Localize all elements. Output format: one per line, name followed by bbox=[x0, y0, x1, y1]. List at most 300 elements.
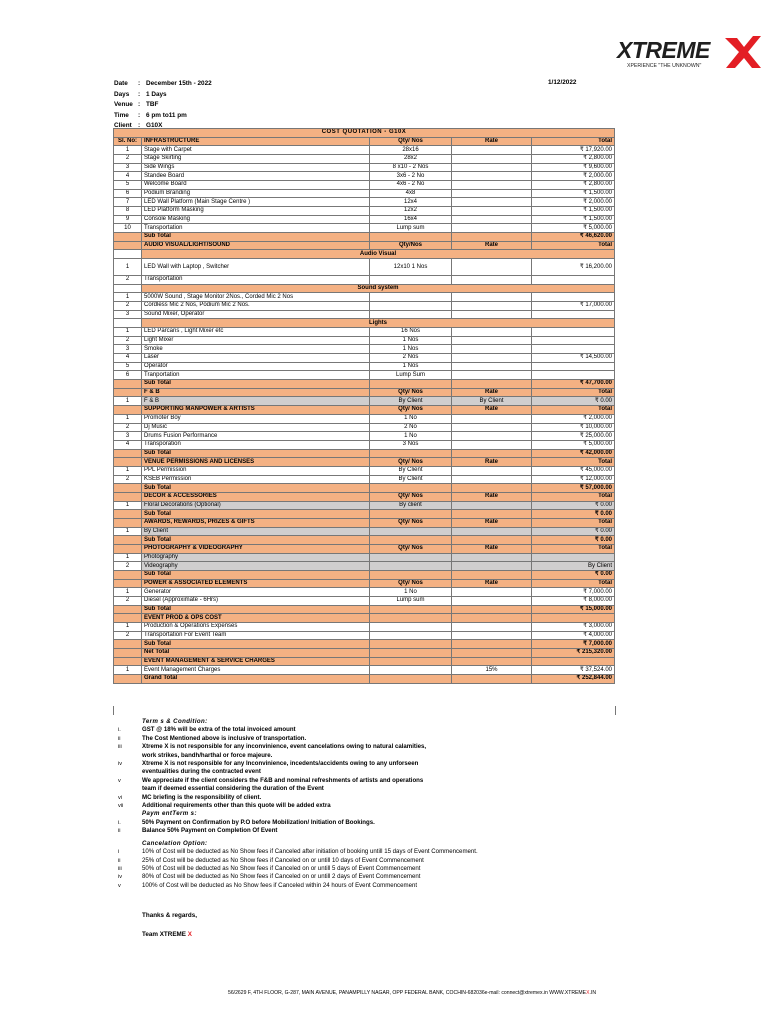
row-number: 1 bbox=[114, 293, 142, 302]
item-total: ₹ 2,000.00 bbox=[532, 414, 615, 423]
item-rate bbox=[452, 293, 532, 302]
subtotal-row bbox=[114, 449, 615, 458]
item-total bbox=[532, 276, 615, 285]
team-signature bbox=[142, 931, 192, 938]
meta-key: Time bbox=[114, 111, 129, 119]
item-total: Total bbox=[532, 518, 615, 527]
item-text: Balance 50% Payment on Completion Of Event bbox=[142, 827, 278, 835]
item-rate bbox=[452, 631, 532, 640]
meta-row bbox=[114, 79, 212, 90]
row-number: 1 bbox=[114, 588, 142, 597]
item-numeral: i. bbox=[118, 819, 121, 826]
item-rate: Rate bbox=[452, 492, 532, 501]
item-text: eventualities during the contracted event bbox=[142, 768, 261, 776]
item-numeral: v bbox=[118, 882, 121, 889]
item-qty: 12x2 bbox=[370, 207, 452, 216]
item-text: 80% of Cost will be deducted as No Show fees if Canceled on or untill 2 days of Event Commencement bbox=[142, 873, 421, 881]
item-qty bbox=[370, 562, 452, 571]
item-description: LED Wall Platform (Main Stage Centre ) bbox=[142, 198, 370, 207]
row-number: 1 bbox=[114, 666, 142, 675]
item-description: 5000W Sound , Stage Monitor 2Nos., Corded Mic 2 Nos bbox=[142, 293, 370, 302]
item-rate bbox=[452, 181, 532, 190]
table-row bbox=[114, 310, 615, 319]
table-row bbox=[114, 475, 615, 484]
item-qty bbox=[370, 380, 452, 389]
item-description: Stage Skirting bbox=[142, 155, 370, 164]
item-total: ₹ 1,500.00 bbox=[532, 207, 615, 216]
item-description: Tranportation bbox=[142, 371, 370, 380]
item-qty: Lump Sum bbox=[370, 371, 452, 380]
table-title-row bbox=[114, 129, 615, 138]
item-rate bbox=[452, 674, 532, 683]
item-qty: 12x4 bbox=[370, 198, 452, 207]
footer-x: X bbox=[586, 990, 590, 996]
row-number: 4 bbox=[114, 172, 142, 181]
item-description: Stage with Carpet bbox=[142, 146, 370, 155]
item-total: ₹ 0.00 bbox=[532, 501, 615, 510]
row-number: 4 bbox=[114, 354, 142, 363]
terms-item bbox=[118, 760, 588, 768]
item-total: ₹ 7,000.00 bbox=[532, 588, 615, 597]
item-rate bbox=[452, 432, 532, 441]
row-number bbox=[114, 484, 142, 493]
row-number bbox=[114, 657, 142, 666]
item-numeral: iv bbox=[118, 874, 123, 881]
item-total: Total bbox=[532, 137, 615, 146]
subsection-heading-row bbox=[114, 319, 615, 328]
item-description: Sub Total bbox=[142, 380, 370, 389]
item-rate bbox=[452, 640, 532, 649]
team-name-x: X bbox=[187, 931, 192, 938]
item-qty: Qty/ Nos bbox=[370, 518, 452, 527]
item-rate bbox=[452, 336, 532, 345]
item-rate bbox=[452, 510, 532, 519]
item-description: Photography bbox=[142, 553, 370, 562]
item-rate: 15% bbox=[452, 666, 532, 675]
item-text: work strikes, bandh/harthal or force majeure. bbox=[142, 751, 273, 759]
item-rate bbox=[452, 596, 532, 605]
item-description: Podium Branding bbox=[142, 189, 370, 198]
row-number bbox=[114, 674, 142, 683]
row-number: 2 bbox=[114, 302, 142, 311]
item-text: 10% of Cost will be deducted as No Show fees if Canceled after initiation of booking untill 15 days of Event Commencement. bbox=[142, 848, 478, 856]
item-total: Total bbox=[532, 492, 615, 501]
table-title: COST QUOTATION - G10X bbox=[114, 129, 615, 138]
row-number: 7 bbox=[114, 198, 142, 207]
item-total: ₹ 37,524.00 bbox=[532, 666, 615, 675]
item-total: ₹ 2,000.00 bbox=[532, 198, 615, 207]
terms-item bbox=[118, 752, 588, 760]
subtotal-row bbox=[114, 648, 615, 657]
row-number bbox=[114, 380, 142, 389]
item-rate: Rate bbox=[452, 544, 532, 553]
row-number: 1 bbox=[114, 414, 142, 423]
item-qty: Qty/ Nos bbox=[370, 492, 452, 501]
item-total: Total bbox=[532, 579, 615, 588]
item-text: GST @ 18% will be extra of the total invoiced amount bbox=[142, 726, 296, 734]
item-qty: 4x6 - 2 No bbox=[370, 181, 452, 190]
meta-key: Days bbox=[114, 90, 130, 98]
item-description: Sub Total bbox=[142, 449, 370, 458]
item-rate bbox=[452, 302, 532, 311]
item-qty bbox=[370, 302, 452, 311]
item-rate bbox=[452, 224, 532, 233]
row-number bbox=[114, 544, 142, 553]
item-qty bbox=[370, 449, 452, 458]
item-rate bbox=[452, 466, 532, 475]
item-rate bbox=[452, 189, 532, 198]
item-rate bbox=[452, 527, 532, 536]
item-total bbox=[532, 310, 615, 319]
item-qty bbox=[370, 510, 452, 519]
item-qty bbox=[370, 570, 452, 579]
item-text: 25% of Cost will be deducted as No Show fees if Canceled on or untill 10 days of Event Commencement bbox=[142, 856, 424, 864]
item-numeral: v bbox=[118, 777, 121, 784]
item-numeral bbox=[118, 785, 142, 793]
item-numeral bbox=[118, 768, 142, 776]
item-rate bbox=[452, 198, 532, 207]
row-number: 2 bbox=[114, 276, 142, 285]
meta-key: Date bbox=[114, 80, 128, 87]
item-description: Production & Operations Expenses bbox=[142, 622, 370, 631]
item-rate bbox=[452, 215, 532, 224]
item-description: Laser bbox=[142, 354, 370, 363]
terms-item bbox=[118, 785, 588, 793]
item-rate bbox=[452, 657, 532, 666]
item-description: VENUE PERMISSIONS AND LICENSES bbox=[142, 458, 370, 467]
item-description: Light Mixer bbox=[142, 336, 370, 345]
table-row bbox=[114, 345, 615, 354]
item-description: Transportation bbox=[142, 276, 370, 285]
item-qty: By client bbox=[370, 501, 452, 510]
section-header-row bbox=[114, 657, 615, 666]
item-rate bbox=[452, 146, 532, 155]
item-rate bbox=[452, 380, 532, 389]
item-total: ₹ 2,000.00 bbox=[532, 172, 615, 181]
item-description: Sound Mixer, Operator bbox=[142, 310, 370, 319]
item-text: MC briefing is the responsibility of client. bbox=[142, 793, 262, 801]
item-total: ₹ 47,700.00 bbox=[532, 380, 615, 389]
item-qty bbox=[370, 553, 452, 562]
item-description: EVENT PROD & OPS COST bbox=[142, 614, 370, 623]
item-qty: 1 No bbox=[370, 432, 452, 441]
item-description: Event Management Charges bbox=[142, 666, 370, 675]
table-row bbox=[114, 596, 615, 605]
table-row bbox=[114, 362, 615, 371]
row-number: 3 bbox=[114, 310, 142, 319]
section-header-row bbox=[114, 388, 615, 397]
table-row bbox=[114, 155, 615, 164]
table-row bbox=[114, 527, 615, 536]
row-number: 1 bbox=[114, 622, 142, 631]
row-number: 2 bbox=[114, 562, 142, 571]
item-qty: 1 Nos bbox=[370, 336, 452, 345]
item-description: Side Wings bbox=[142, 163, 370, 172]
item-rate bbox=[452, 328, 532, 337]
item-description: F & B bbox=[142, 397, 370, 406]
item-total: ₹ 10,000.00 bbox=[532, 423, 615, 432]
item-total: ₹ 3,000.00 bbox=[532, 622, 615, 631]
meta-value: December 15th - 2022 bbox=[146, 80, 212, 87]
item-rate bbox=[452, 605, 532, 614]
item-description: Console Masking bbox=[142, 215, 370, 224]
item-rate bbox=[452, 423, 532, 432]
item-rate bbox=[452, 310, 532, 319]
terms-item bbox=[118, 768, 588, 776]
item-text: team if deemed essential considering the duration of the Event bbox=[142, 785, 324, 793]
item-description: By Client bbox=[142, 527, 370, 536]
table-row bbox=[114, 397, 615, 406]
row-number: 3 bbox=[114, 163, 142, 172]
item-total: ₹ 42,000.00 bbox=[532, 449, 615, 458]
item-qty: 28x16 bbox=[370, 146, 452, 155]
event-details bbox=[114, 79, 212, 132]
item-rate bbox=[452, 440, 532, 449]
item-description: Sub Total bbox=[142, 640, 370, 649]
table-row bbox=[114, 328, 615, 337]
table-row bbox=[114, 207, 615, 216]
item-total: ₹ 5,000.00 bbox=[532, 440, 615, 449]
row-number: 2 bbox=[114, 155, 142, 164]
item-description: Net Total bbox=[142, 648, 370, 657]
item-qty: Qty/ Nos bbox=[370, 544, 452, 553]
item-total: ₹ 57,000.00 bbox=[532, 484, 615, 493]
quotation-date: 1/12/2022 bbox=[548, 79, 577, 86]
item-description: Sub Total bbox=[142, 233, 370, 242]
row-number: 5 bbox=[114, 362, 142, 371]
item-description: Sub Total bbox=[142, 605, 370, 614]
payment-terms-heading: Paym entTerm s: bbox=[142, 810, 197, 818]
item-total: ₹ 0.00 bbox=[532, 536, 615, 545]
item-total: ₹ 0.00 bbox=[532, 510, 615, 519]
item-description: Cordless Mic 2 Nos, Podium Mic 2 Nos. bbox=[142, 302, 370, 311]
item-numeral: ii bbox=[118, 857, 121, 864]
item-total: By Client bbox=[532, 562, 615, 571]
item-total: ₹ 252,844.00 bbox=[532, 674, 615, 683]
terms-section bbox=[118, 718, 588, 890]
item-total: ₹ 2,800.00 bbox=[532, 155, 615, 164]
item-total: ₹ 2,800.00 bbox=[532, 181, 615, 190]
subtotal-row bbox=[114, 640, 615, 649]
meta-colon: : bbox=[138, 80, 141, 87]
item-qty bbox=[370, 310, 452, 319]
row-number: 9 bbox=[114, 215, 142, 224]
item-qty bbox=[370, 674, 452, 683]
terms-item bbox=[118, 777, 588, 785]
cost-quotation-table bbox=[113, 128, 615, 684]
item-total: ₹ 15,000.00 bbox=[532, 605, 615, 614]
item-description: Operator bbox=[142, 362, 370, 371]
item-description: EVENT MANAGEMENT & SERVICE CHARGES bbox=[142, 657, 370, 666]
row-number: 2 bbox=[114, 596, 142, 605]
row-number: 1 bbox=[114, 259, 142, 276]
meta-row bbox=[114, 111, 212, 122]
item-text: Xtreme X is not responsible for any inconvinience, event cancelations owing to natural calamities, bbox=[142, 743, 427, 751]
item-description: PPL Permission bbox=[142, 466, 370, 475]
table-row bbox=[114, 466, 615, 475]
table-row bbox=[114, 181, 615, 190]
item-rate bbox=[452, 614, 532, 623]
row-number bbox=[114, 518, 142, 527]
cancel-item bbox=[118, 857, 588, 865]
item-rate bbox=[452, 562, 532, 571]
item-rate bbox=[452, 362, 532, 371]
item-qty bbox=[370, 614, 452, 623]
item-qty: 3 Nos bbox=[370, 440, 452, 449]
row-number: 1 bbox=[114, 146, 142, 155]
section-header-row bbox=[114, 241, 615, 250]
item-description: Grand Total bbox=[142, 674, 370, 683]
cancel-item bbox=[118, 873, 588, 881]
terms-item bbox=[118, 802, 588, 810]
item-total: ₹ 1,500.00 bbox=[532, 215, 615, 224]
row-number bbox=[114, 449, 142, 458]
item-qty bbox=[370, 640, 452, 649]
cancelation-heading: Cancelation Option: bbox=[142, 839, 208, 847]
subtotal-row bbox=[114, 484, 615, 493]
item-text: Xtreme X is not responsible for any Inconvinience, incedents/accidents owing to any unforseen bbox=[142, 760, 419, 768]
item-text: 50% Payment on Confirmation by P.O before Mobilization/ Initiation of Bookings. bbox=[142, 818, 375, 826]
item-qty bbox=[370, 233, 452, 242]
table-row bbox=[114, 588, 615, 597]
item-total: ₹ 4,000.00 bbox=[532, 631, 615, 640]
payment-item bbox=[118, 819, 588, 827]
table-row bbox=[114, 302, 615, 311]
item-rate bbox=[452, 163, 532, 172]
item-total bbox=[532, 371, 615, 380]
item-total: ₹ 7,000.00 bbox=[532, 640, 615, 649]
table-row bbox=[114, 354, 615, 363]
item-text: Additional requirements other than this quote will be added extra bbox=[142, 802, 331, 810]
table-row bbox=[114, 631, 615, 640]
table-row bbox=[114, 189, 615, 198]
item-total: ₹ 8,000.00 bbox=[532, 596, 615, 605]
item-qty: By Client bbox=[370, 466, 452, 475]
item-qty: 16 Nos bbox=[370, 328, 452, 337]
row-number: 1 bbox=[114, 501, 142, 510]
item-total: ₹ 46,620.00 bbox=[532, 233, 615, 242]
item-total bbox=[532, 614, 615, 623]
item-description: Sub Total bbox=[142, 536, 370, 545]
item-qty bbox=[370, 657, 452, 666]
subsection-heading: Audio Visual bbox=[142, 250, 615, 259]
item-qty: 2 No bbox=[370, 423, 452, 432]
logo-tagline: XPERIENCE "THE UNKNOWN" bbox=[627, 63, 702, 69]
item-description: INFRASTRUCTURE bbox=[142, 137, 370, 146]
item-total: ₹ 9,600.00 bbox=[532, 163, 615, 172]
item-total: ₹ 14,500.00 bbox=[532, 354, 615, 363]
footer-address bbox=[228, 990, 596, 996]
item-qty: 12x10 1 Nos bbox=[370, 259, 452, 276]
item-qty: 28x2 bbox=[370, 155, 452, 164]
item-description: AUDIO VISUAL/LIGHT/SOUND bbox=[142, 241, 370, 250]
item-rate bbox=[452, 484, 532, 493]
meta-key: Venue bbox=[114, 101, 133, 108]
row-number: 3 bbox=[114, 432, 142, 441]
row-number: 2 bbox=[114, 475, 142, 484]
table-row bbox=[114, 146, 615, 155]
item-description: Drums Fusion Performance bbox=[142, 432, 370, 441]
item-qty bbox=[370, 631, 452, 640]
item-qty: Qty/ Nos bbox=[370, 137, 452, 146]
item-total: Total bbox=[532, 388, 615, 397]
table-row bbox=[114, 432, 615, 441]
item-qty bbox=[370, 293, 452, 302]
terms-item bbox=[118, 743, 588, 751]
item-total: ₹ 12,000.00 bbox=[532, 475, 615, 484]
section-header-row bbox=[114, 492, 615, 501]
table-row bbox=[114, 172, 615, 181]
item-total: ₹ 16,200.00 bbox=[532, 259, 615, 276]
item-total bbox=[532, 293, 615, 302]
item-description: F & B bbox=[142, 388, 370, 397]
table-row bbox=[114, 293, 615, 302]
row-number bbox=[114, 648, 142, 657]
item-qty: Qty/ Nos bbox=[370, 406, 452, 415]
row-number: 8 bbox=[114, 207, 142, 216]
xtremex-logo bbox=[613, 32, 763, 72]
terms-item bbox=[118, 726, 588, 734]
section-header-row bbox=[114, 614, 615, 623]
subtotal-row bbox=[114, 233, 615, 242]
meta-row bbox=[114, 90, 212, 101]
item-description: LED Platform Masking bbox=[142, 207, 370, 216]
item-qty: 8 x10 - 2 Nos bbox=[370, 163, 452, 172]
table-row bbox=[114, 553, 615, 562]
item-qty: 3x6 - 2 No bbox=[370, 172, 452, 181]
item-qty: 1 Nos bbox=[370, 345, 452, 354]
item-total: ₹ 215,320.00 bbox=[532, 648, 615, 657]
table-row bbox=[114, 622, 615, 631]
row-number: 1 bbox=[114, 466, 142, 475]
item-qty bbox=[370, 648, 452, 657]
terms-item bbox=[118, 794, 588, 802]
item-total: ₹ 5,000.00 bbox=[532, 224, 615, 233]
table-row bbox=[114, 198, 615, 207]
item-rate bbox=[452, 449, 532, 458]
subsection-heading-row bbox=[114, 250, 615, 259]
row-number: 1 bbox=[114, 328, 142, 337]
row-number: 10 bbox=[114, 224, 142, 233]
item-qty: 4x8 bbox=[370, 189, 452, 198]
item-total: ₹ 0.00 bbox=[532, 397, 615, 406]
item-qty: 1 No bbox=[370, 588, 452, 597]
row-number bbox=[114, 233, 142, 242]
item-total: Total bbox=[532, 241, 615, 250]
item-qty: 16x4 bbox=[370, 215, 452, 224]
item-qty bbox=[370, 484, 452, 493]
terms-list bbox=[118, 726, 588, 810]
subsection-heading: Lights bbox=[142, 319, 615, 328]
item-total: ₹ 1,500.00 bbox=[532, 189, 615, 198]
row-number bbox=[114, 406, 142, 415]
row-number bbox=[114, 605, 142, 614]
meta-value: 1 Days bbox=[146, 90, 167, 98]
item-rate bbox=[452, 371, 532, 380]
item-total: ₹ 25,000.00 bbox=[532, 432, 615, 441]
item-qty: Lump sum bbox=[370, 596, 452, 605]
item-description: Welcome Board bbox=[142, 181, 370, 190]
item-total bbox=[532, 362, 615, 371]
item-numeral: i. bbox=[118, 727, 121, 734]
item-rate: Rate bbox=[452, 579, 532, 588]
item-qty: Lump sum bbox=[370, 224, 452, 233]
item-description: Smoke bbox=[142, 345, 370, 354]
item-total bbox=[532, 657, 615, 666]
cancel-item bbox=[118, 865, 588, 873]
item-description: PHOTOGRAPHY & VIDEOGRAPHY bbox=[142, 544, 370, 553]
cancelation-list bbox=[118, 848, 588, 890]
